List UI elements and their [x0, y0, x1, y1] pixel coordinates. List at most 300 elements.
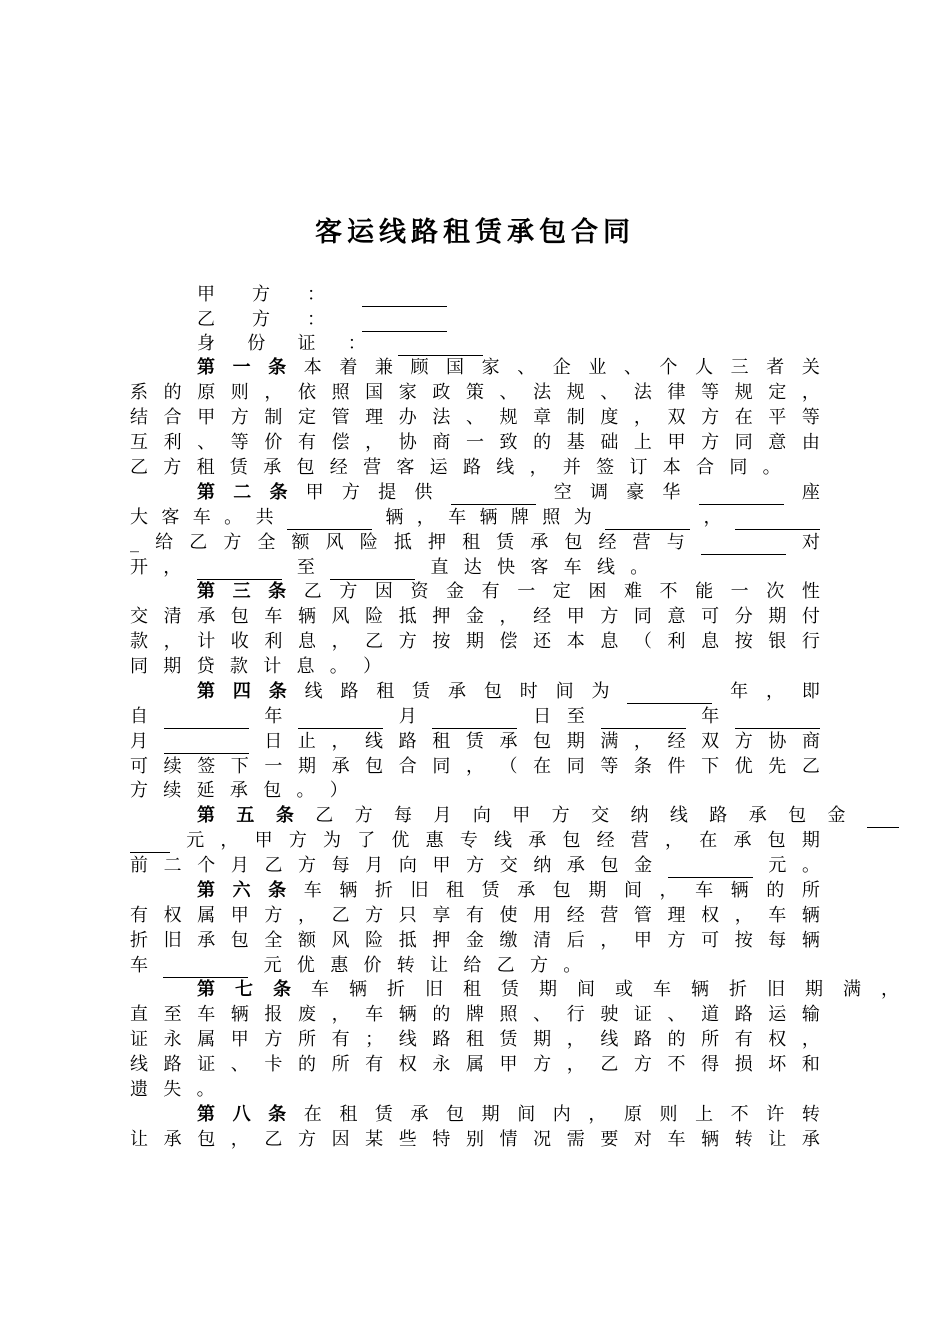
text-char: 线 [130, 1054, 148, 1075]
text-char: 交 [130, 606, 148, 627]
text-line [130, 655, 820, 679]
fill-in-blank [668, 858, 753, 878]
text-char: 、 [623, 357, 642, 378]
text-char: 下 [701, 756, 720, 777]
text-char: 证 [197, 1054, 216, 1075]
text-char: 车 [303, 880, 322, 901]
article-heading-char: 条 [268, 581, 287, 602]
text-char: ， [801, 1029, 820, 1050]
text-char: 为 [323, 830, 342, 851]
text-char: 着 [339, 357, 358, 378]
text-char: 性 [801, 581, 820, 602]
text-char: 抵 [393, 532, 412, 553]
fill-in-blank [398, 336, 483, 356]
text-char: 即 [801, 681, 820, 702]
text-char: 得 [701, 1054, 720, 1075]
article-heading-char: 第 [197, 681, 215, 702]
text-char: 。 [329, 656, 348, 677]
text-char: ） [363, 656, 382, 677]
text-char: 承 [448, 681, 467, 702]
text-char: 金 [465, 606, 484, 627]
text-char: 车 [311, 979, 329, 1000]
text-char: ， [881, 979, 899, 1000]
text-char: 转 [734, 1129, 753, 1150]
text-char: 的 [533, 432, 552, 453]
text-char: ， [703, 507, 722, 528]
article-heading-char: 六 [232, 880, 251, 901]
text-char: 让 [430, 955, 449, 976]
text-char: 按 [734, 930, 753, 951]
text-char: 方 [230, 407, 249, 428]
text-char: ， [297, 905, 316, 926]
text-char: 卡 [264, 1054, 283, 1075]
text-char: 本 [662, 457, 681, 478]
text-line [130, 954, 820, 978]
text-char: 驶 [600, 1004, 619, 1025]
text-char: 乙 [130, 457, 148, 478]
text-char: 经 [667, 731, 686, 752]
text-char: 照 [499, 1004, 518, 1025]
text-char: 交 [591, 805, 610, 826]
text-char: 让 [130, 1129, 148, 1150]
text-char: 车 [768, 905, 787, 926]
text-char: 月 [365, 855, 384, 876]
text-char: 达 [463, 557, 482, 578]
text-char: 损 [734, 1054, 753, 1075]
text-char: 对 [801, 532, 820, 553]
text-char: 方 [298, 855, 317, 876]
text-char: 甲 [305, 482, 324, 503]
fill-in-blank [298, 709, 383, 729]
text-char: （ [499, 756, 518, 777]
text-char: ， [734, 905, 753, 926]
text-char: 元 [768, 855, 787, 876]
article-heading-char: 条 [268, 357, 287, 378]
text-char: 方 [223, 532, 242, 553]
text-char: 座 [801, 482, 820, 503]
text-char: 政 [432, 382, 451, 403]
text-char: 方 [354, 805, 373, 826]
article-heading-char: 第 [197, 979, 215, 1000]
text-char: 承 [263, 457, 282, 478]
article-6-line [197, 879, 820, 903]
text-line [130, 556, 820, 580]
text-char: 每 [394, 805, 413, 826]
text-char: 等 [600, 756, 619, 777]
text-char: 在 [734, 407, 753, 428]
text-char: 一 [465, 432, 484, 453]
text-char: 至 [163, 1004, 182, 1025]
text-char: 规 [734, 382, 753, 403]
text-char: 二 [163, 855, 182, 876]
text-char: 规 [566, 382, 585, 403]
text-char: 有 [331, 1029, 350, 1050]
text-char: 车 [563, 557, 582, 578]
text-char: 间 [577, 979, 595, 1000]
text-char: 原 [197, 382, 216, 403]
text-char: 可 [701, 606, 720, 627]
text-char: 计 [263, 656, 282, 677]
text-char: 金 [446, 581, 465, 602]
text-char: 赁 [229, 457, 248, 478]
text-char: 双 [701, 731, 720, 752]
text-char: 个 [197, 855, 216, 876]
text-char: 调 [589, 482, 608, 503]
text-char: 续 [163, 780, 182, 801]
text-char: 险 [359, 532, 378, 553]
text-char: 平 [768, 407, 787, 428]
text-char: 在 [533, 756, 552, 777]
text-char: 租 [446, 880, 465, 901]
text-char: 的 [432, 1004, 451, 1025]
text-char: 关 [801, 357, 820, 378]
text-char: 不 [667, 1054, 686, 1075]
text-line [130, 929, 820, 953]
text-char: 在 [699, 830, 718, 851]
text-char: 金 [827, 805, 846, 826]
article-heading-char: 第 [197, 482, 215, 503]
text-char: 专 [459, 830, 478, 851]
text-char: 贷 [196, 656, 215, 677]
fill-in-blank [699, 485, 784, 505]
text-char: 权 [768, 1029, 787, 1050]
text-char: 、 [499, 382, 518, 403]
text-char: 为 [573, 507, 592, 528]
text-char: 包 [296, 457, 315, 478]
text-char: 大 [130, 507, 148, 528]
text-char: 基 [566, 432, 585, 453]
text-char: 章 [533, 407, 552, 428]
text-char: 包 [552, 880, 571, 901]
text-char: 承 [331, 756, 350, 777]
article-heading-char: 第 [197, 1104, 215, 1125]
text-char: 至 [566, 706, 585, 727]
text-char: ， [600, 930, 619, 951]
text-char: 某 [365, 1129, 384, 1150]
text-char: 方 [466, 855, 485, 876]
text-char: 日 [264, 731, 283, 752]
text-char: 经 [598, 532, 617, 553]
text-char: 合 [696, 457, 715, 478]
text-char: 线 [494, 830, 513, 851]
text-char: 方 [701, 432, 720, 453]
text-char: ； [365, 1029, 384, 1050]
text-char: ， [331, 1004, 350, 1025]
text-char: 方 [341, 482, 360, 503]
text-char: 辆 [691, 979, 709, 1000]
text-char: 息 [296, 656, 315, 677]
text-char: 先 [768, 756, 787, 777]
text-char: 线 [365, 731, 384, 752]
text-char: 期 [768, 606, 787, 627]
text-char: 乙 [264, 1129, 283, 1150]
text-char: 承 [748, 805, 767, 826]
text-char: 原 [623, 1104, 642, 1125]
article-heading-char: 条 [268, 681, 287, 702]
fill-in-blank [735, 709, 820, 729]
text-line [130, 630, 820, 654]
text-char: 辆 [339, 880, 358, 901]
fill-in-blank [867, 808, 899, 828]
text-char: 协 [768, 731, 787, 752]
text-char: 可 [130, 756, 148, 777]
article-heading-char: 第 [197, 357, 215, 378]
text-char: 方 [365, 905, 384, 926]
article-heading-char: 条 [275, 805, 294, 826]
text-char: 折 [374, 880, 393, 901]
article-7-line [197, 978, 899, 1002]
text-char: 路 [633, 1029, 652, 1050]
text-char: 。 [563, 955, 582, 976]
text-char: 法 [633, 382, 652, 403]
text-char: ， [220, 830, 239, 851]
text-char: 包 [533, 731, 552, 752]
text-line [130, 755, 820, 779]
text-char: 牌 [465, 1004, 484, 1025]
text-char: 年 [701, 706, 720, 727]
text-char: 要 [600, 1129, 619, 1150]
text-char: 每 [331, 855, 350, 876]
article-1-line [197, 356, 820, 380]
text-char: 困 [588, 581, 607, 602]
text-char: 法 [533, 382, 552, 403]
text-char: ， [331, 731, 350, 752]
text-line [130, 1003, 820, 1027]
text-char: 款 [130, 631, 148, 652]
text-char: 辆 [801, 905, 820, 926]
text-char: 路 [398, 731, 417, 752]
text-char: 包 [230, 606, 249, 627]
text-char: 押 [427, 532, 446, 553]
party-a-line [197, 283, 447, 307]
id-card-line [197, 332, 483, 356]
text-char: 甲 [566, 606, 585, 627]
text-char: 线 [304, 681, 323, 702]
text-char: 包 [562, 830, 581, 851]
text-char: 者 [766, 357, 785, 378]
text-char: 经 [566, 905, 585, 926]
text-char: 致 [499, 432, 518, 453]
text-char: 辆 [398, 1004, 417, 1025]
text-char: 况 [533, 1129, 552, 1150]
text-char: 折 [387, 979, 405, 1000]
text-char: 车 [264, 606, 283, 627]
text-char: ， [566, 1029, 585, 1050]
text-char: 期 [465, 631, 484, 652]
text-char: 甲 [667, 432, 686, 453]
text-char: 道 [701, 1004, 720, 1025]
text-char: 证 [297, 333, 316, 354]
text-char: 的 [667, 1029, 686, 1050]
text-char: 满 [600, 731, 619, 752]
text-char: 。 [296, 780, 315, 801]
text-char: 。 [224, 507, 243, 528]
text-char: 有 [130, 905, 148, 926]
text-char: 租 [339, 1104, 358, 1125]
text-char: 期 [801, 830, 820, 851]
text-char: 签 [197, 756, 216, 777]
text-char: 赁 [374, 1104, 393, 1125]
text-char: 辆 [297, 606, 316, 627]
text-char: 属 [197, 1029, 216, 1050]
text-char: 行 [801, 631, 820, 652]
text-char: 旧 [410, 880, 429, 901]
text-char: 风 [331, 606, 350, 627]
text-char: 个 [659, 357, 678, 378]
text-char: 因 [331, 1129, 350, 1150]
text-char: 日 [533, 706, 552, 727]
text-char: 包 [365, 756, 384, 777]
text-char: 款 [229, 656, 248, 677]
text-char: 乙 [496, 955, 515, 976]
text-char: 。 [762, 457, 781, 478]
text-char: ， [465, 756, 484, 777]
text-char: 间 [555, 681, 574, 702]
text-char: ， [230, 1129, 249, 1150]
text-char: 赁 [499, 1029, 518, 1050]
text-char: 。 [801, 855, 820, 876]
text-char: 资 [410, 581, 429, 602]
text-char: 本 [303, 357, 322, 378]
text-char: 乙 [801, 756, 820, 777]
text-char: 元 [263, 955, 282, 976]
text-char: 车 [667, 1129, 686, 1150]
fill-in-blank [197, 560, 282, 580]
fill-in-blank [451, 485, 536, 505]
text-char: 方 [600, 606, 619, 627]
text-line [130, 1028, 820, 1052]
text-char: 承 [197, 930, 216, 951]
text-char: 甲 [254, 830, 273, 851]
article-4-line [197, 680, 820, 704]
text-char: 意 [768, 432, 787, 453]
text-char: ， [566, 1054, 585, 1075]
text-char: 清 [163, 606, 182, 627]
text-char: 方 [264, 1029, 283, 1050]
text-char: 律 [667, 382, 686, 403]
text-char: 赁 [465, 731, 484, 752]
text-char: 方 [288, 830, 307, 851]
text-char: 业 [588, 357, 607, 378]
fill-in-blank [330, 560, 415, 580]
article-heading-char: 二 [233, 482, 252, 503]
article-heading-char: 条 [268, 1104, 287, 1125]
text-char: 所 [331, 1054, 350, 1075]
text-char: 包 [483, 681, 502, 702]
text-char: 内 [552, 1104, 571, 1125]
text-char: 收 [230, 631, 249, 652]
text-char: 辆 [730, 880, 749, 901]
text-char: 家 [398, 382, 417, 403]
text-char: ： [347, 333, 366, 354]
text-char: 方 [297, 1129, 316, 1150]
fill-in-blank [701, 535, 786, 555]
text-char: 营 [363, 457, 382, 478]
text-char: 息 [297, 631, 316, 652]
text-char: 押 [432, 930, 451, 951]
text-line [130, 854, 820, 878]
text-char: 情 [499, 1129, 518, 1150]
text-char: 路 [432, 1029, 451, 1050]
text-char: 理 [365, 407, 384, 428]
text-char: 定 [768, 382, 787, 403]
text-char: （ [633, 631, 652, 652]
text-char: 行 [566, 1004, 585, 1025]
text-char: 利 [667, 631, 686, 652]
text-char: 租 [196, 457, 215, 478]
text-line [130, 779, 820, 803]
text-char: 有 [481, 581, 500, 602]
text-char: 让 [768, 1129, 787, 1150]
text-char: 系 [130, 382, 148, 403]
text-char: 上 [695, 1104, 714, 1125]
fill-in-blank [627, 684, 712, 704]
text-char: 承 [499, 731, 518, 752]
article-heading-char: 第 [197, 880, 215, 901]
text-char: 路 [734, 1004, 753, 1025]
text-char: 与 [666, 532, 685, 553]
text-char: 身 [197, 333, 215, 354]
text-char: 纳 [533, 855, 552, 876]
text-char: 额 [291, 532, 310, 553]
text-char: 年 [730, 681, 749, 702]
text-char: ， [659, 880, 678, 901]
text-char: 等 [230, 432, 249, 453]
text-char: 用 [533, 905, 552, 926]
fill-in-blank [130, 833, 170, 853]
text-char: 车 [197, 1004, 216, 1025]
text-char: 难 [623, 581, 642, 602]
text-char: 不 [730, 1104, 749, 1125]
text-char: 订 [629, 457, 648, 478]
text-char: 并 [562, 457, 581, 478]
text-char: 后 [566, 930, 585, 951]
text-char: 次 [766, 581, 785, 602]
text-char: 在 [303, 1104, 322, 1125]
text-char: 乙 [365, 631, 384, 652]
text-char: 享 [432, 905, 451, 926]
text-char: 下 [230, 756, 249, 777]
text-char: 方 [533, 1054, 552, 1075]
text-char: 证 [130, 1029, 148, 1050]
text-char: 定 [297, 407, 316, 428]
text-char: ， [529, 457, 548, 478]
text-char: 有 [465, 905, 484, 926]
text-char: 乙 [315, 805, 334, 826]
fill-in-blank [432, 709, 517, 729]
text-char: 输 [801, 1004, 820, 1025]
text-char: 制 [264, 407, 283, 428]
text-char: 需 [566, 1129, 585, 1150]
text-char: 础 [600, 432, 619, 453]
text-char: 双 [667, 407, 686, 428]
text-char: 同 [130, 656, 148, 677]
text-char: 所 [297, 1029, 316, 1050]
article-2-line [197, 481, 820, 505]
text-char: 折 [729, 979, 747, 1000]
text-char: 包 [564, 532, 583, 553]
text-char: 缴 [499, 930, 518, 951]
text-char: 经 [329, 457, 348, 478]
text-char: 直 [130, 1004, 148, 1025]
fill-in-blank [362, 287, 447, 307]
text-char: 向 [398, 855, 417, 876]
text-char: 息 [701, 631, 720, 652]
text-char: 期 [588, 880, 607, 901]
text-char: 风 [331, 930, 350, 951]
text-char: 利 [163, 432, 182, 453]
text-char: 月 [130, 731, 148, 752]
